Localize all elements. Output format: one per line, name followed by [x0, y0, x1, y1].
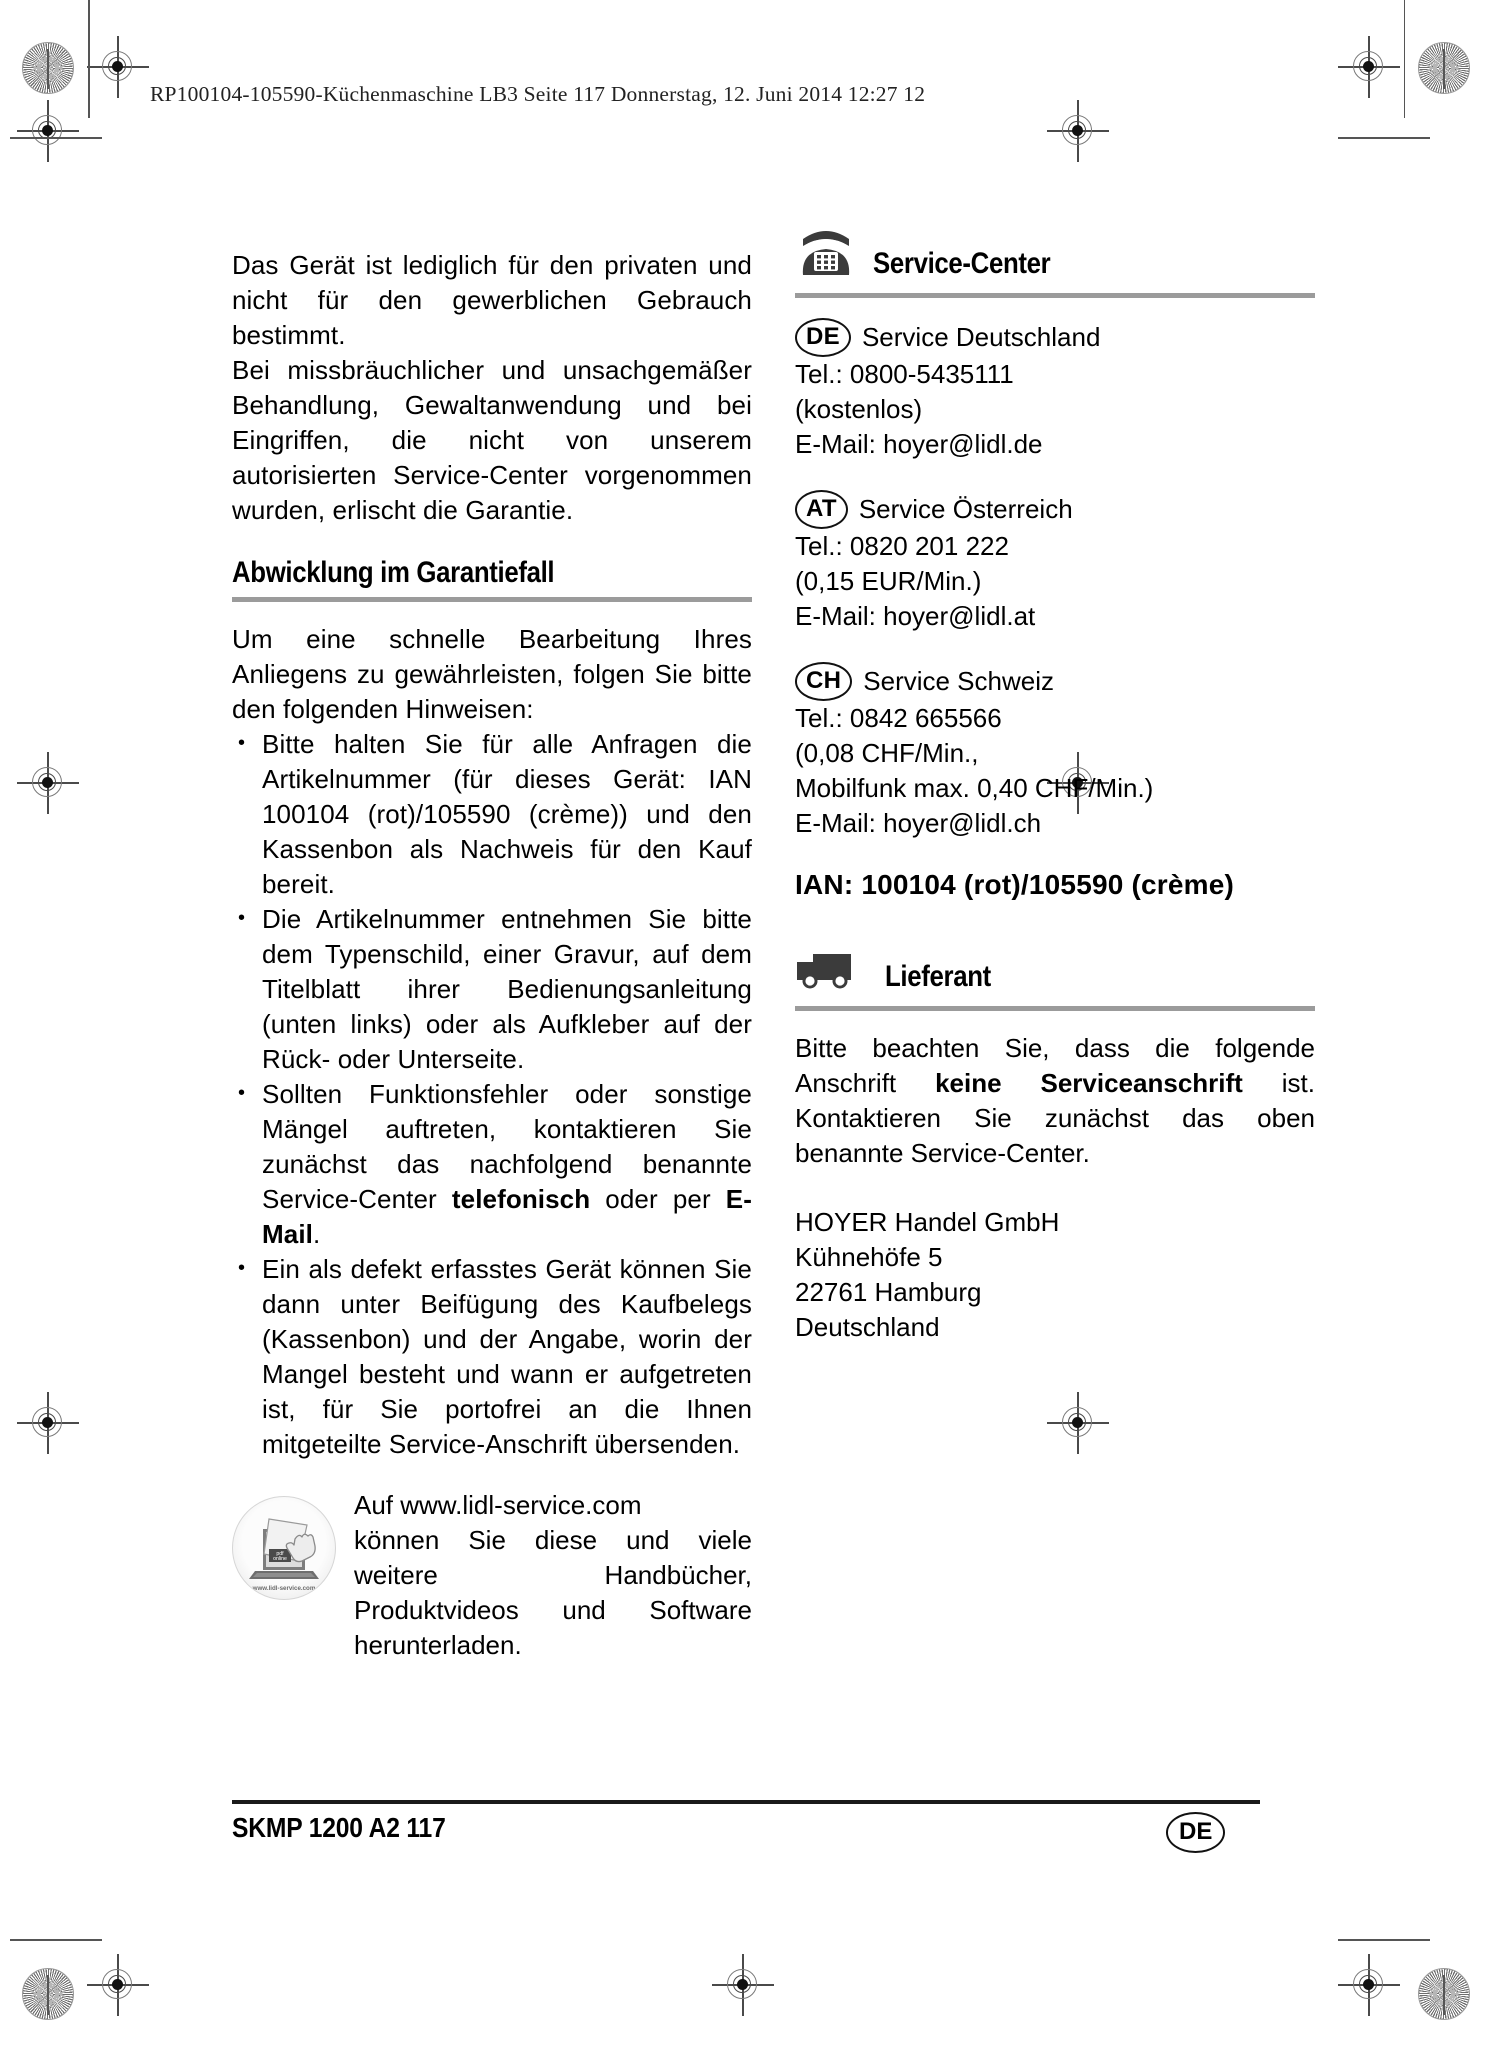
country-tariff-ch-1: (0,08 CHF/Min., [795, 738, 979, 768]
left-column [232, 248, 752, 1663]
footer-model-page: SKMP 1200 A2 117 [232, 1812, 446, 1843]
lidl-service-text [354, 1488, 752, 1663]
guarantee-steps-list [232, 727, 752, 1462]
country-tariff-de: (kostenlos) [795, 394, 923, 424]
svg-text:online: online [273, 1556, 287, 1562]
country-name-at: Service Österreich [858, 494, 1073, 524]
ian-number: IAN: 100104 (rot)/105590 (crème) [795, 869, 1235, 900]
list-item: • Ein als defekt erfasstes Gerät können Sie dann unter Beifügung des Kaufbelegs (Kassenbon) und der Angabe, worin der Mangel besteht und wann er aufgetreten ist, für Sie portofrei an die Ihnen mitgeteilte Service-Anschrift übersenden. [232, 1252, 752, 1462]
section-heading-rule [232, 597, 752, 602]
lead-paragraph: Um eine schnelle Bearbeitung Ihres Anliegens zu gewährleisten, folgen Sie bitte den folgenden Hinweisen: [232, 624, 752, 724]
country-code-badge-ch: CH [795, 662, 852, 701]
country-code-badge-at: AT [795, 490, 848, 529]
country-name-de: Service Deutschland [861, 322, 1101, 352]
country-heading [795, 318, 1315, 357]
bullet-text-part3: . [312, 1219, 321, 1249]
supplier-heading: Lieferant [885, 960, 991, 993]
address-company: HOYER Handel GmbH [795, 1207, 1060, 1237]
country-tariff-ch-2: Mobilfunk max. 0,40 CHF/Min.) [795, 773, 1154, 803]
service-center-heading: Service-Center [873, 247, 1051, 280]
country-email-de[interactable]: E-Mail: hoyer@lidl.de [795, 429, 1043, 459]
svg-text:www.lidl-service.com: www.lidl-service.com [252, 1585, 316, 1592]
bullet-text-part1: Sollten Funktionsfehler oder sonstige Mängel auftreten, kontaktieren Sie zunächst das nachfolgend benannte Service-Center [262, 1079, 752, 1214]
intro-paragraph-1: Das Gerät ist lediglich für den privaten und nicht für den gewerblichen Gebrauch bestimmt. [232, 250, 752, 350]
supplier-notice [795, 1031, 1315, 1171]
service-country-at [795, 490, 1315, 634]
supplier-address [795, 1205, 1315, 1345]
footer-language-badge: DE [1166, 1812, 1225, 1853]
address-country: Deutschland [795, 1312, 940, 1342]
service-center-rule [795, 293, 1315, 298]
svg-text:pdf: pdf [276, 1551, 284, 1557]
country-phone-ch: Tel.: 0842 665566 [795, 703, 1002, 733]
intro-paragraph-2: Bei missbräuchlicher und unsachgemäßer Behandlung, Gewaltanwendung und bei Eingriffen, die nicht von unserem autorisierten Service-Center vorgenommen wurden, erlischt die Garantie. [232, 355, 752, 525]
right-column [795, 222, 1315, 1345]
footer-rule [232, 1800, 1260, 1804]
country-name-ch: Service Schweiz [863, 666, 1054, 696]
country-email-ch[interactable]: E-Mail: hoyer@lidl.ch [795, 808, 1042, 838]
supplier-rule [795, 1006, 1315, 1011]
list-item-mixed [232, 1077, 752, 1252]
country-email-at[interactable]: E-Mail: hoyer@lidl.at [795, 601, 1036, 631]
address-street: Kühnehöfe 5 [795, 1242, 943, 1272]
bullet-bold-email: E-Mail [262, 1184, 752, 1249]
service-country-ch [795, 662, 1315, 841]
supplier-header [795, 939, 1315, 997]
lidl-service-block [232, 1488, 752, 1663]
country-phone-de: Tel.: 0800-5435111 [795, 359, 1014, 389]
country-tariff-at: (0,15 EUR/Min.) [795, 566, 982, 596]
telephone-icon [795, 221, 857, 284]
supplier-notice-part1: Bitte beachten Sie, dass die folgende Anschrift [795, 1033, 1315, 1098]
country-phone-at: Tel.: 0820 201 222 [795, 531, 1009, 561]
list-item: • Die Artikelnummer entnehmen Sie bitte dem Typenschild, einer Gravur, auf dem Titelblatt ihrer Bedienungsanleitung (unten links) oder als Aufkleber auf der Rück- oder Unterseite. [232, 902, 752, 1077]
lidl-service-laptop-icon [232, 1496, 336, 1600]
supplier-notice-bold: keine Serviceanschrift [935, 1068, 1243, 1098]
section-heading-abwicklung: Abwicklung im Garantiefall [232, 556, 555, 589]
country-heading [795, 490, 1315, 529]
lidl-service-url-line: Auf www.lidl-service.com [354, 1490, 642, 1520]
page-header-text: RP100104-105590-Küchenmaschine LB3 Seite 117 Donnerstag, 12. Juni 2014 12:27 12 [150, 82, 926, 106]
country-heading [795, 662, 1315, 701]
service-center-header [795, 222, 1315, 284]
bullet-text-part2: oder per [590, 1184, 726, 1214]
lidl-service-description: können Sie diese und viele weitere Handbücher, Produktvideos und Software herunterladen. [354, 1525, 752, 1660]
bullet-bold-telefonisch: telefonisch [451, 1184, 591, 1214]
country-code-badge-de: DE [795, 318, 851, 357]
delivery-truck-icon [795, 948, 869, 997]
service-country-de [795, 318, 1315, 462]
list-item: • Bitte halten Sie für alle Anfragen die Artikelnummer (für dieses Gerät: IAN 100104 (rot)/105590 (crème)) und den Kassenbon als Nachweis für den Kauf bereit. [232, 727, 752, 902]
supplier-notice-part2: ist. Kontaktieren Sie zunächst das oben benannte Service-Center. [795, 1068, 1315, 1168]
address-city: 22761 Hamburg [795, 1277, 982, 1307]
